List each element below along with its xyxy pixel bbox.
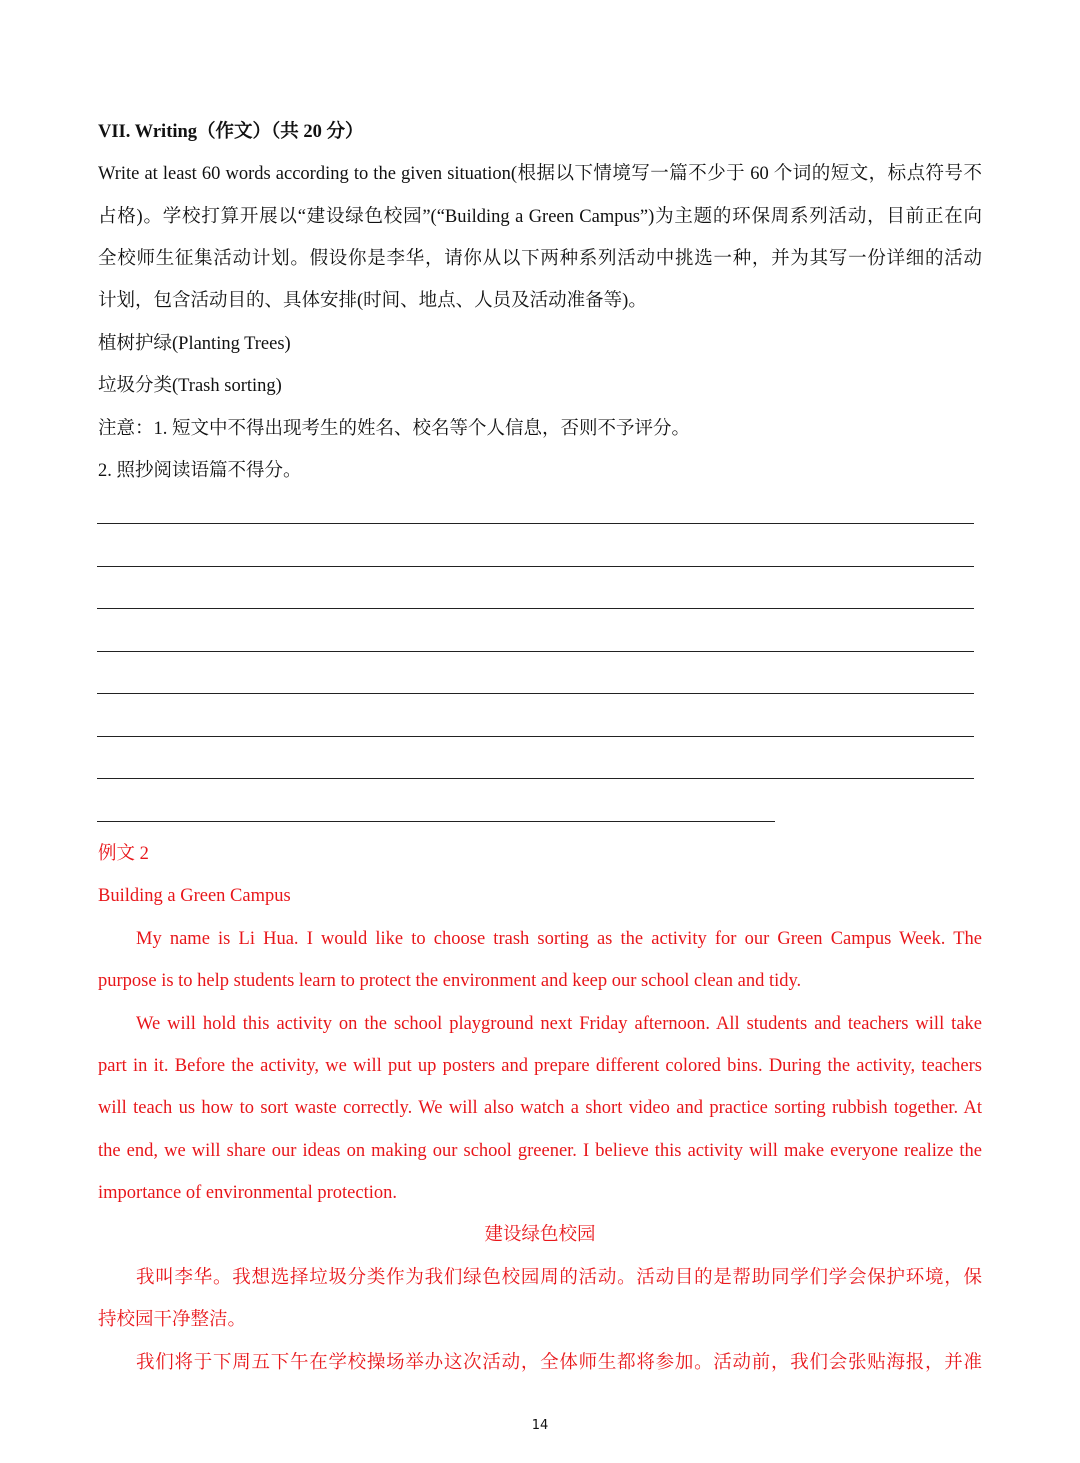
answer-line[interactable] bbox=[97, 736, 974, 737]
sample-en-line: the end, we will share our ideas on making our school greener. I believe this activity will make everyone realize the bbox=[98, 1141, 982, 1161]
sample-en-line: importance of environmental protection. bbox=[98, 1183, 397, 1203]
sample-en-line: part in it. Before the activity, we will put up posters and prepare different colored bins. During the activity, teachers bbox=[98, 1056, 982, 1076]
note-line: 2. 照抄阅读语篇不得分。 bbox=[98, 461, 302, 481]
sample-title-zh: 建设绿色校园 bbox=[484, 1225, 596, 1245]
sample-zh-line: 我们将于下周五下午在学校操场举办这次活动，全体师生都将参加。活动前，我们会张贴海报，并准 bbox=[136, 1353, 982, 1373]
sample-zh-line: 持校园干净整洁。 bbox=[98, 1310, 247, 1330]
answer-line[interactable] bbox=[97, 566, 974, 567]
answer-line[interactable] bbox=[97, 523, 974, 524]
sample-en-line: purpose is to help students learn to protect the environment and keep our school clean and tidy. bbox=[98, 971, 802, 991]
sample-en-line: will teach us how to sort waste correctly. We will also watch a short video and practice sorting rubbish together. At bbox=[98, 1098, 982, 1118]
answer-line[interactable] bbox=[97, 608, 974, 609]
answer-line[interactable] bbox=[97, 778, 974, 779]
prompt-line: Write at least 60 words according to the given situation(根据以下情境写一篇不少于 60 个词的短文，标点符号不 bbox=[98, 164, 982, 184]
answer-line[interactable] bbox=[97, 821, 775, 822]
sample-title-en: Building a Green Campus bbox=[98, 886, 291, 906]
sample-en-line: My name is Li Hua. I would like to choose trash sorting as the activity for our Green Campus Week. The bbox=[136, 929, 982, 949]
sample-label: 例文 2 bbox=[98, 844, 149, 864]
section-heading: VII. Writing（作文）（共 20 分） bbox=[98, 122, 364, 142]
note-line: 注意：1. 短文中不得出现考生的姓名、校名等个人信息，否则不予评分。 bbox=[98, 419, 691, 439]
prompt-line: 占格)。学校打算开展以“建设绿色校园”(“Building a Green Campus”)为主题的环保周系列活动，目前正在向 bbox=[98, 207, 982, 227]
answer-line[interactable] bbox=[97, 651, 974, 652]
sample-zh-line: 我叫李华。我想选择垃圾分类作为我们绿色校园周的活动。活动目的是帮助同学们学会保护环境，保 bbox=[136, 1268, 982, 1288]
sample-en-line: We will hold this activity on the school playground next Friday afternoon. All students and teachers will take bbox=[136, 1014, 982, 1034]
answer-line[interactable] bbox=[97, 693, 974, 694]
prompt-line: 全校师生征集活动计划。假设你是李华，请你从以下两种系列活动中挑选一种，并为其写一份详细的活动 bbox=[98, 249, 982, 269]
page-number: 14 bbox=[531, 1418, 549, 1433]
prompt-line: 计划，包含活动目的、具体安排(时间、地点、人员及活动准备等)。 bbox=[98, 291, 647, 311]
option-planting-trees: 植树护绿(Planting Trees) bbox=[98, 334, 291, 354]
option-trash-sorting: 垃圾分类(Trash sorting) bbox=[98, 376, 282, 396]
